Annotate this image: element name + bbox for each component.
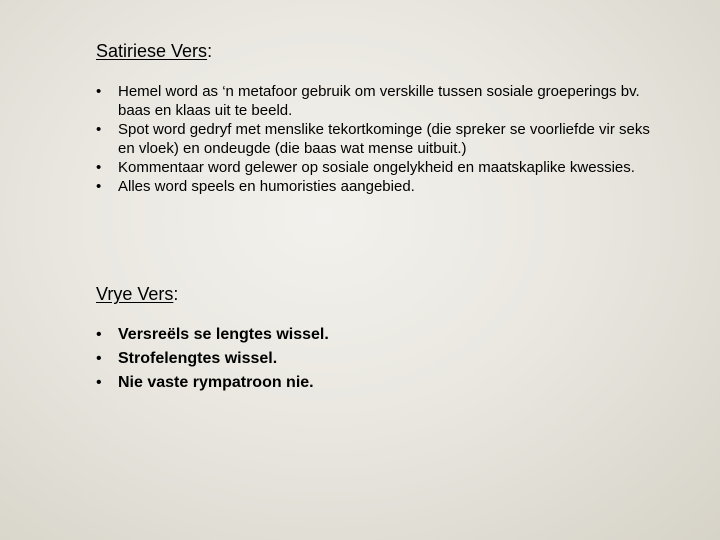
list-item-text: Nie vaste rympatroon nie. [118,374,314,391]
list-item [96,158,656,177]
heading-colon: : [207,41,213,61]
bullet-icon: • [96,83,102,100]
heading-colon: : [173,284,179,304]
bullet-icon: • [96,350,102,367]
list-item [96,347,656,371]
list-item [96,120,656,158]
bullet-list-satiriese-vers [96,82,656,196]
bullet-icon: • [96,326,102,343]
list-item-text: Kommentaar word gelewer op sosiale ongelykheid en maatskaplike kwessies. [118,159,635,176]
list-item-text: Versreëls se lengtes wissel. [118,326,329,343]
list-item-text: Strofelengtes wissel. [118,350,278,367]
heading-text: Satiriese Vers [96,41,208,61]
bullet-icon: • [96,374,102,391]
list-item [96,177,656,196]
list-item-text: Alles word speels en humoristies aangebied. [118,178,415,195]
list-item [96,371,656,395]
list-item [96,323,656,347]
list-item-text: Hemel word as ‘n metafoor gebruik om verskille tussen sosiale groeperings bv. baas en klaas uit te beeld. [118,83,640,119]
section-heading-vrye-vers [96,283,178,305]
bullet-icon: • [96,159,102,176]
bullet-icon: • [96,121,102,138]
heading-text: Vrye Vers [96,284,174,304]
bullet-list-vrye-vers [96,323,656,395]
section-heading-satiriese-vers [96,40,212,62]
list-item [96,82,656,120]
list-item-text: Spot word gedryf met menslike tekortkominge (die spreker se voorliefde vir seks en vloek) en ondeugde (die baas wat mense uitbuit.) [118,121,650,157]
bullet-icon: • [96,178,102,195]
